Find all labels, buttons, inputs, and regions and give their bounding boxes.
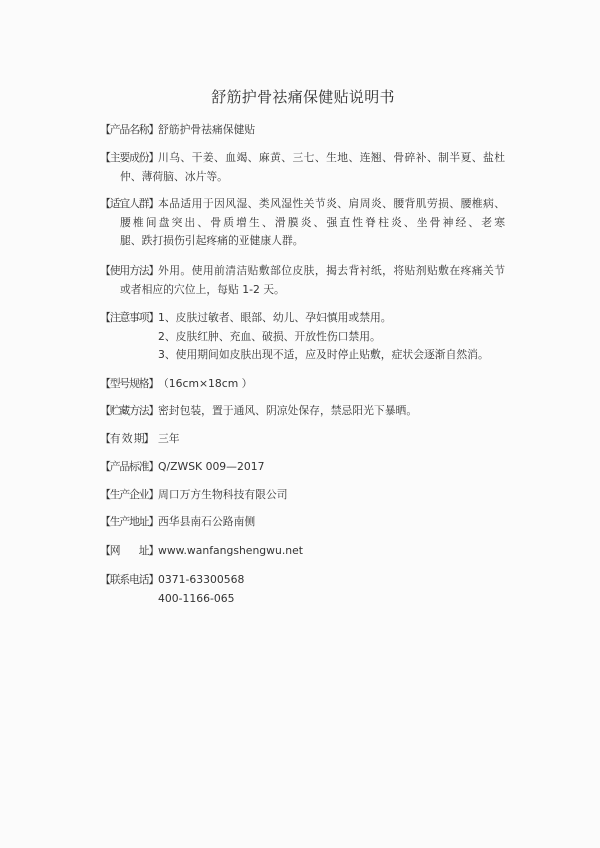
validity-period-value: 三年: [158, 432, 180, 445]
precautions-row: [100, 328, 505, 347]
field-website: [100, 542, 505, 561]
field-production-address: [100, 513, 505, 532]
production-address-label: 【生产地址】: [100, 515, 159, 528]
specification-row: [100, 375, 505, 394]
field-manufacturer: [100, 486, 505, 505]
usage-method-line-2: 或者相应的穴位上，每贴 1-2 天。: [120, 282, 285, 296]
production-address-value: 西华县南石公路南侧: [158, 515, 256, 528]
precaution-item-1: 1、皮肤过敏者、眼部、幼儿、孕妇慎用或禁用。: [158, 311, 392, 324]
target-population-line-3: 腿、跌打损伤引起疼痛的亚健康人群。: [120, 234, 304, 247]
document-title: 舒筋护骨祛痛保健贴说明书: [211, 88, 395, 106]
main-ingredients-row: [100, 149, 505, 168]
field-precautions: [100, 309, 505, 365]
usage-method-row: [100, 262, 505, 281]
manufacturer-row: [100, 486, 505, 505]
product-standard-label: 【产品标准】: [100, 460, 159, 473]
precaution-item-3: 3、使用期间如皮肤出现不适，应及时停止贴敷，症状会逐渐自然消。: [158, 348, 489, 361]
product-standard-value: Q/ZWSK 009—2017: [158, 460, 265, 473]
specification-value: （16cm×18cm ）: [158, 377, 253, 390]
field-product-name: [100, 121, 505, 140]
contact-phone-value-2: 400-1166-065: [158, 591, 235, 605]
main-ingredients-label: 【主要成份】: [100, 151, 159, 164]
target-population-row: [100, 232, 505, 251]
precautions-label: 【注意事项】: [100, 311, 159, 324]
precautions-row: [100, 346, 505, 365]
validity-period-row: [100, 430, 505, 449]
manufacturer-value: 周口万方生物科技有限公司: [158, 488, 288, 501]
field-product-standard: [100, 458, 505, 477]
precaution-item-2: 2、皮肤红肿、充血、破损、开放性伤口禁用。: [158, 329, 381, 343]
product-name-row: [100, 121, 505, 140]
field-usage-method: [100, 262, 505, 299]
field-target-population: [100, 195, 505, 251]
website-label: 【网 址】: [100, 544, 159, 557]
main-ingredients-line-1: 川乌、干姜、血竭、麻黄、三七、生地、连翘、骨碎补、制半夏、盐杜: [158, 151, 505, 164]
target-population-row: [100, 195, 505, 214]
specification-label: 【型号规格】: [100, 377, 159, 390]
main-ingredients-line-2: 仲、薄荷脑、冰片等。: [120, 169, 228, 183]
storage-method-label: 【贮藏方法】: [100, 404, 159, 417]
website-row: [100, 542, 505, 561]
field-contact-phone: [100, 571, 505, 608]
validity-period-label: 【有 效 期】: [100, 432, 154, 445]
field-specification: [100, 375, 505, 394]
usage-method-row: [100, 281, 505, 300]
contact-phone-value-1: 0371-63300568: [158, 573, 245, 586]
storage-method-row: [100, 402, 505, 421]
product-standard-row: [100, 458, 505, 477]
target-population-line-2: 腰椎间盘突出、骨质增生、滑膜炎、强直性脊柱炎、坐骨神经、老寒: [120, 215, 505, 229]
storage-method-value: 密封包装，置于通风、阴凉处保存，禁忌阳光下暴晒。: [158, 404, 418, 417]
target-population-label: 【适宜人群】: [100, 197, 159, 210]
field-validity-period: [100, 430, 505, 449]
contact-phone-row: [100, 590, 505, 609]
manufacturer-label: 【生产企业】: [100, 488, 159, 501]
main-ingredients-row: [100, 168, 505, 187]
field-storage-method: [100, 402, 505, 421]
field-main-ingredients: [100, 149, 505, 186]
product-name-label: 【产品名称】: [100, 123, 159, 136]
target-population-line-1: 本品适用于因风湿、类风湿性关节炎、肩周炎、腰背肌劳损、腰椎病、: [158, 197, 505, 210]
precautions-row: [100, 309, 505, 328]
usage-method-label: 【使用方法】: [100, 264, 159, 277]
product-name-value: 舒筋护骨祛痛保健贴: [158, 123, 256, 136]
contact-phone-label: 【联系电话】: [100, 573, 159, 586]
usage-method-line-1: 外用。使用前清洁贴敷部位皮肤，揭去背衬纸，将贴剂贴敷在疼痛关节: [158, 264, 505, 277]
contact-phone-row: [100, 571, 505, 590]
website-value: www.wanfangshengwu.net: [158, 544, 303, 557]
target-population-row: [100, 214, 505, 233]
production-address-row: [100, 513, 505, 532]
